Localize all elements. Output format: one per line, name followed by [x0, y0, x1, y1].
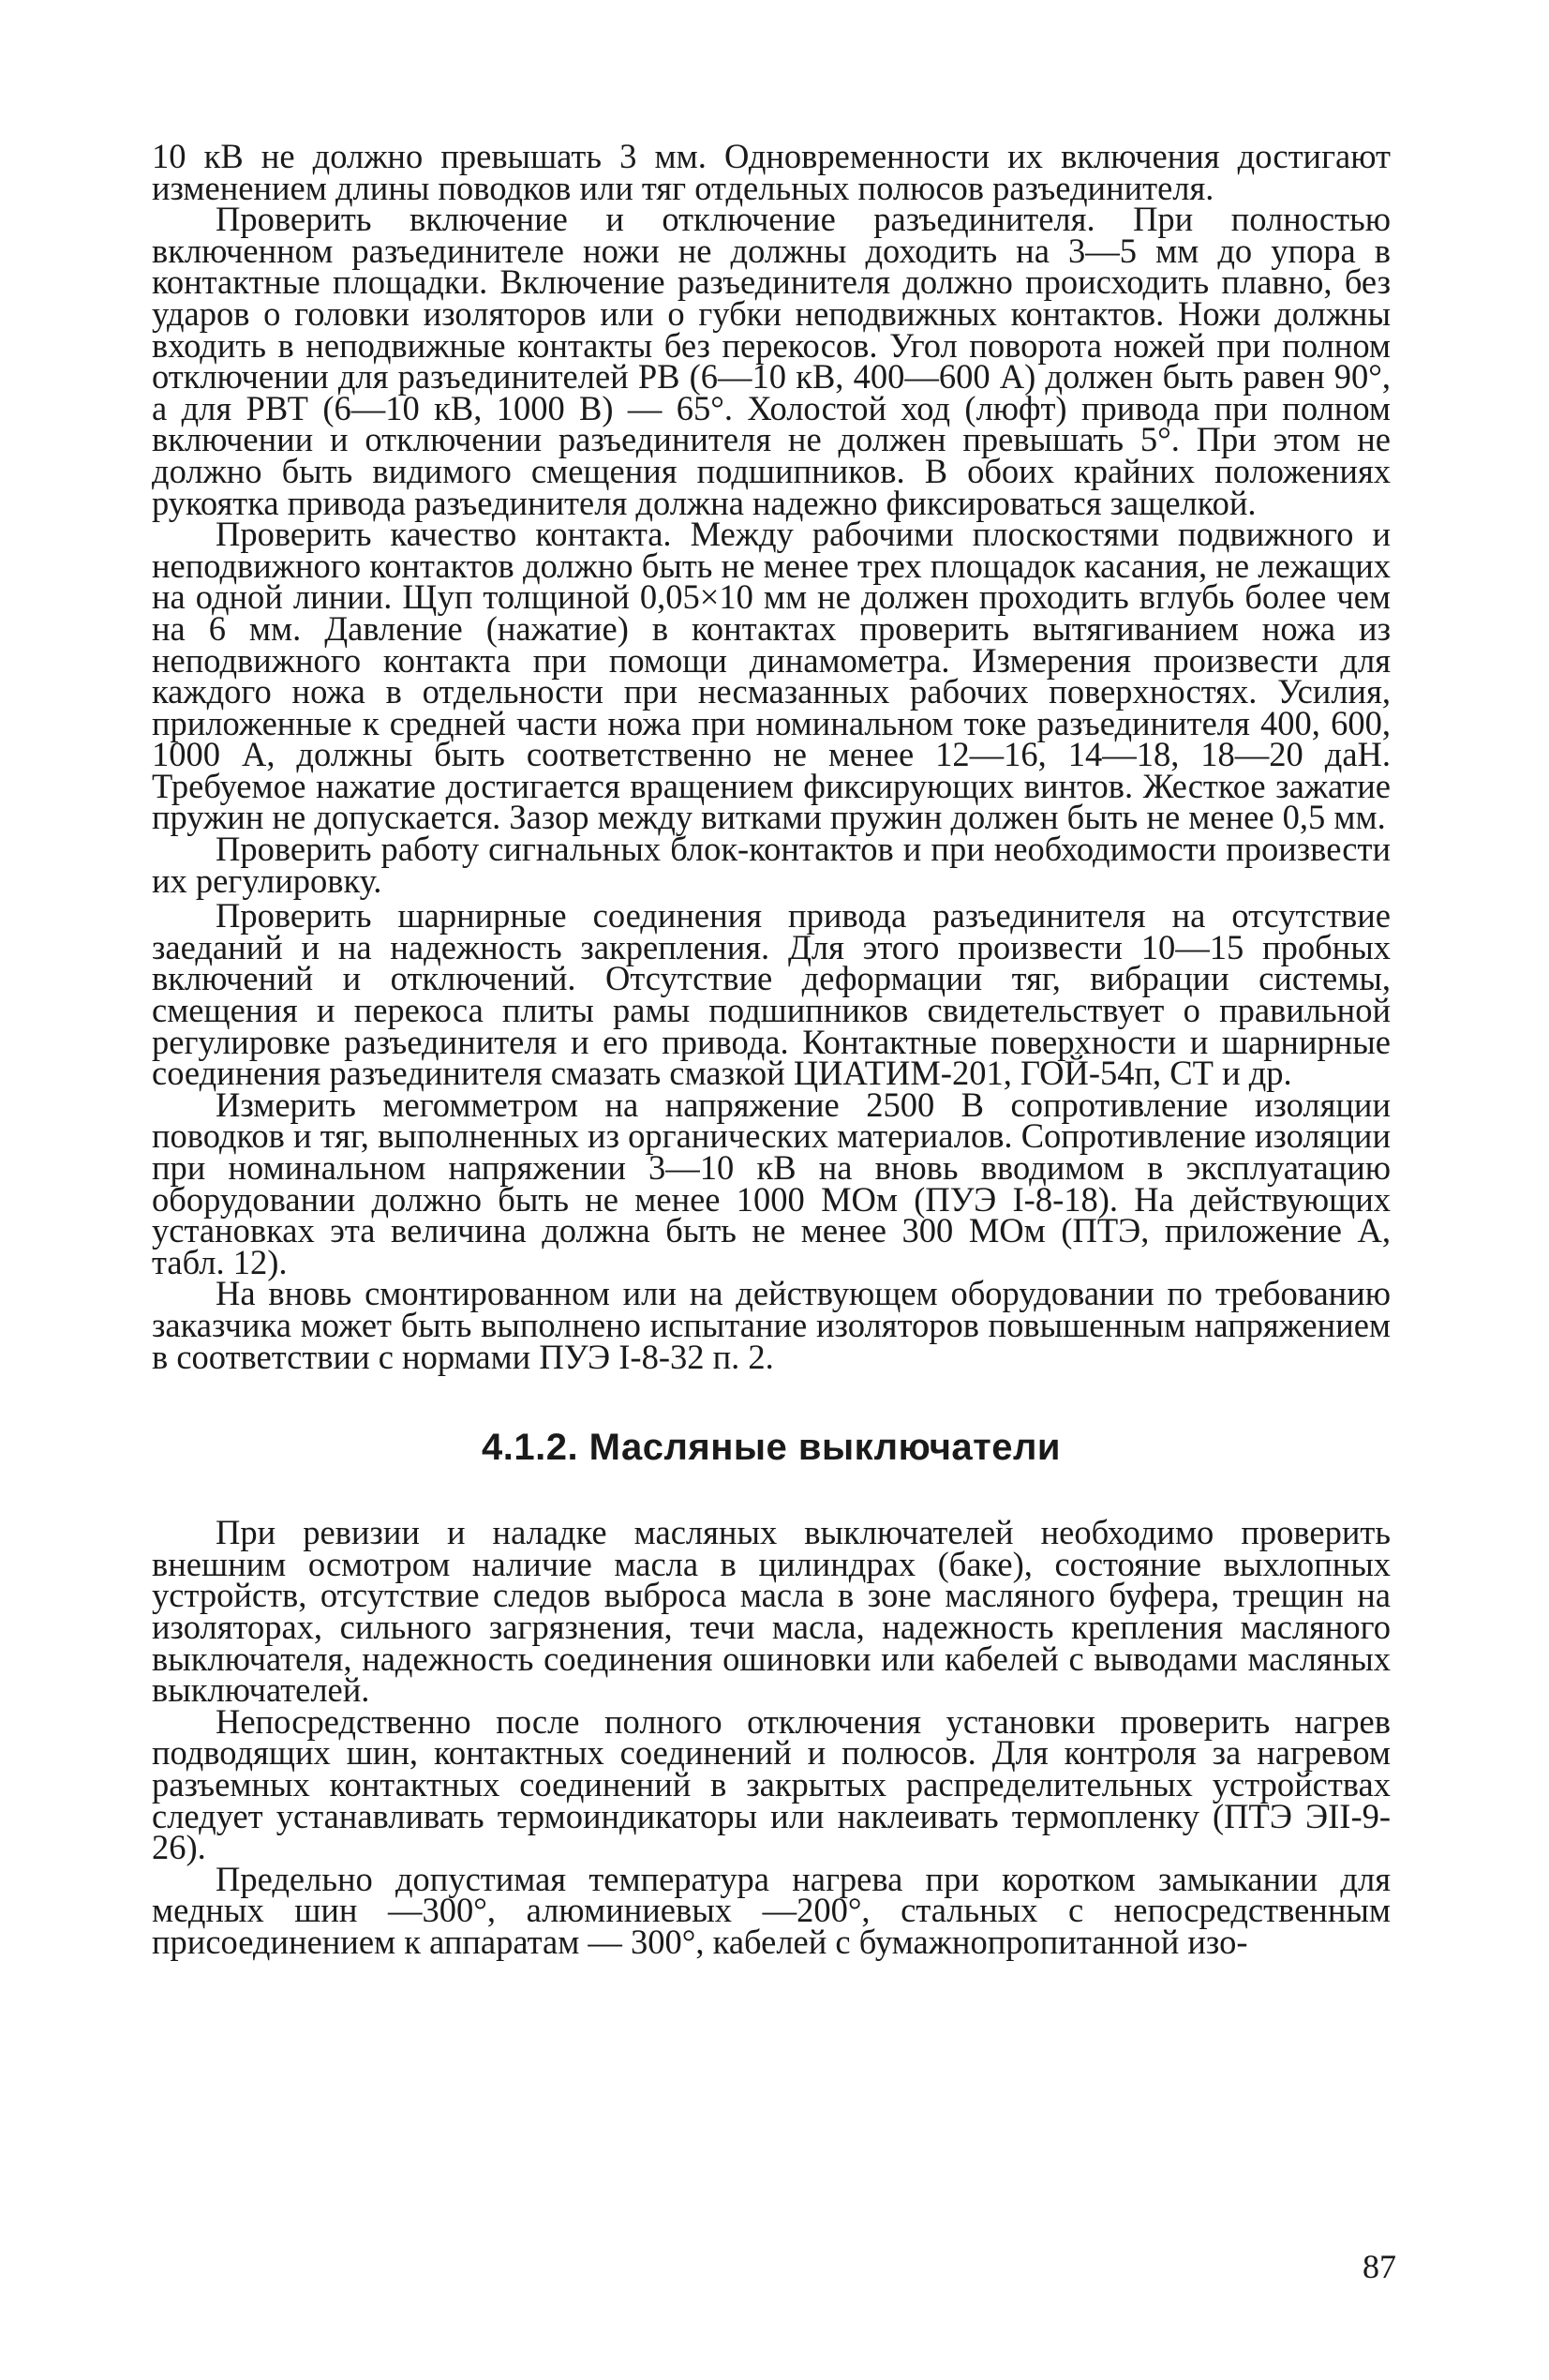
paragraph-high-voltage-test: На вновь смонтированном или на действующем оборудовании по требованию заказчика может быть выполнено испытание изоляторов повышенным напряжением в соответствии с нормами ПУЭ I-8-32 п. 2. — [152, 1274, 1391, 1376]
paragraph-hinge-joints: Проверить шарнирные соединения привода разъединителя на отсутствие заеданий и на надежность закрепления. Для этого произвести 10—15 пробных включений и отключений. Отсутствие деформации тяг, вибрации системы, смещения и перекоса плиты рамы подшипников свидетельствует о правильной регулировке разъединителя и его привода. Контактные поверхности и шарнирные соединения разъединителя смазать смазкой ЦИАТИМ-201, ГОЙ-54п, СТ и др. — [152, 896, 1391, 1093]
paragraph-insulation-resistance: Измерить мегомметром на напряжение 2500 В сопротивление изоляции поводков и тяг, выполненных из органических материалов. Сопротивление изоляции при номинальном напряжении 3—10 кВ на вновь вводимом в эксплуатацию оборудовании должно быть не менее 1000 МОм (ПУЭ I-8-18). На действующих установках эта величина должна быть не менее 300 МОм (ПТЭ, приложение А, табл. 12). — [152, 1085, 1391, 1281]
paragraph-continuation: 10 кВ не должно превышать 3 мм. Одновременности их включения достигают изменением длины поводков или тяг отдельных полюсов разъединителя. — [152, 137, 1391, 207]
paragraph-switch-check: Проверить включение и отключение разъединителя. При полностью включенном разъединителе ножи не должны доходить на 3—5 мм до упора в контактные площадки. Включение разъединителя должно происходить плавно, без ударов о головки изоляторов или о губки неподвижных контактов. Ножи должны входить в неподвижные контакты без перекосов. Угол поворота ножей при полном отключении для разъединителей РВ (6—10 кВ, 400—600 А) должен быть равен 90°, а для РВТ (6—10 кВ, 1000 В) — 65°. Холостой ход (люфт) привода при полном включении и отключении разъединителя не должен превышать 5°. При этом не должно быть видимого смещения подшипников. В обоих крайних положениях рукоятка привода разъединителя должна надежно фиксироваться защелкой. — [152, 200, 1391, 522]
paragraph-oil-breaker-inspection: При ревизии и наладке масляных выключателей необходимо проверить внешним осмотром наличие масла в цилиндрах (баке), состояние выхлопных устройств, отсутствие следов выброса масла в зоне масляного буфера, трещин на изоляторах, сильного загрязнения, течи масла, надежность крепления масляного выключателя, надежность соединения ошиновки или кабелей с выводами масляных выключателей. — [152, 1513, 1391, 1710]
paragraph-max-temperature: Предельно допустимая температура нагрева при коротком замыкании для медных шин —300°, алюминиевых —200°, стальных с непосредственным присоединением к аппаратам — 300°, кабелей с бумажнопропитанной изо- — [152, 1859, 1391, 1961]
paragraph-signal-contacts: Проверить работу сигнальных блок-контактов и при необходимости произвести их регулировку. — [152, 830, 1391, 900]
page-body — [152, 137, 1391, 1961]
page-number: 87 — [1363, 2248, 1396, 2285]
paragraph-contact-quality: Проверить качество контакта. Между рабочими плоскостями подвижного и неподвижного контактов должно быть не менее трех площадок касания, не лежащих на одной линии. Щуп толщиной 0,05×10 мм не должен проходить вглубь более чем на 6 мм. Давление (нажатие) в контактах проверить вытягиванием ножа из неподвижного контакта при помощи динамометра. Измерения произвести для каждого ножа в отдельности при несмазанных рабочих поверхностях. Усилия, приложенные к средней части ножа при номинальном токе разъединителя 400, 600, 1000 А, должны быть соответственно не менее 12—16, 14—18, 18—20 даН. Требуемое нажатие достигается вращением фиксирующих винтов. Жесткое зажатие пружин не допускается. Зазор между витками пружин должен быть не менее 0,5 мм. — [152, 515, 1391, 837]
section-heading: 4.1.2. Масляные выключатели — [481, 1427, 1062, 1469]
paragraph-heating-check: Непосредственно после полного отключения установки проверить нагрев подводящих шин, контактных соединений и полюсов. Для контроля за нагревом разъемных контактных соединений в закрытых распределительных устройствах следует устанавливать термоиндикаторы или наклеивать термопленку (ПТЭ ЭII-9-26). — [152, 1701, 1391, 1867]
